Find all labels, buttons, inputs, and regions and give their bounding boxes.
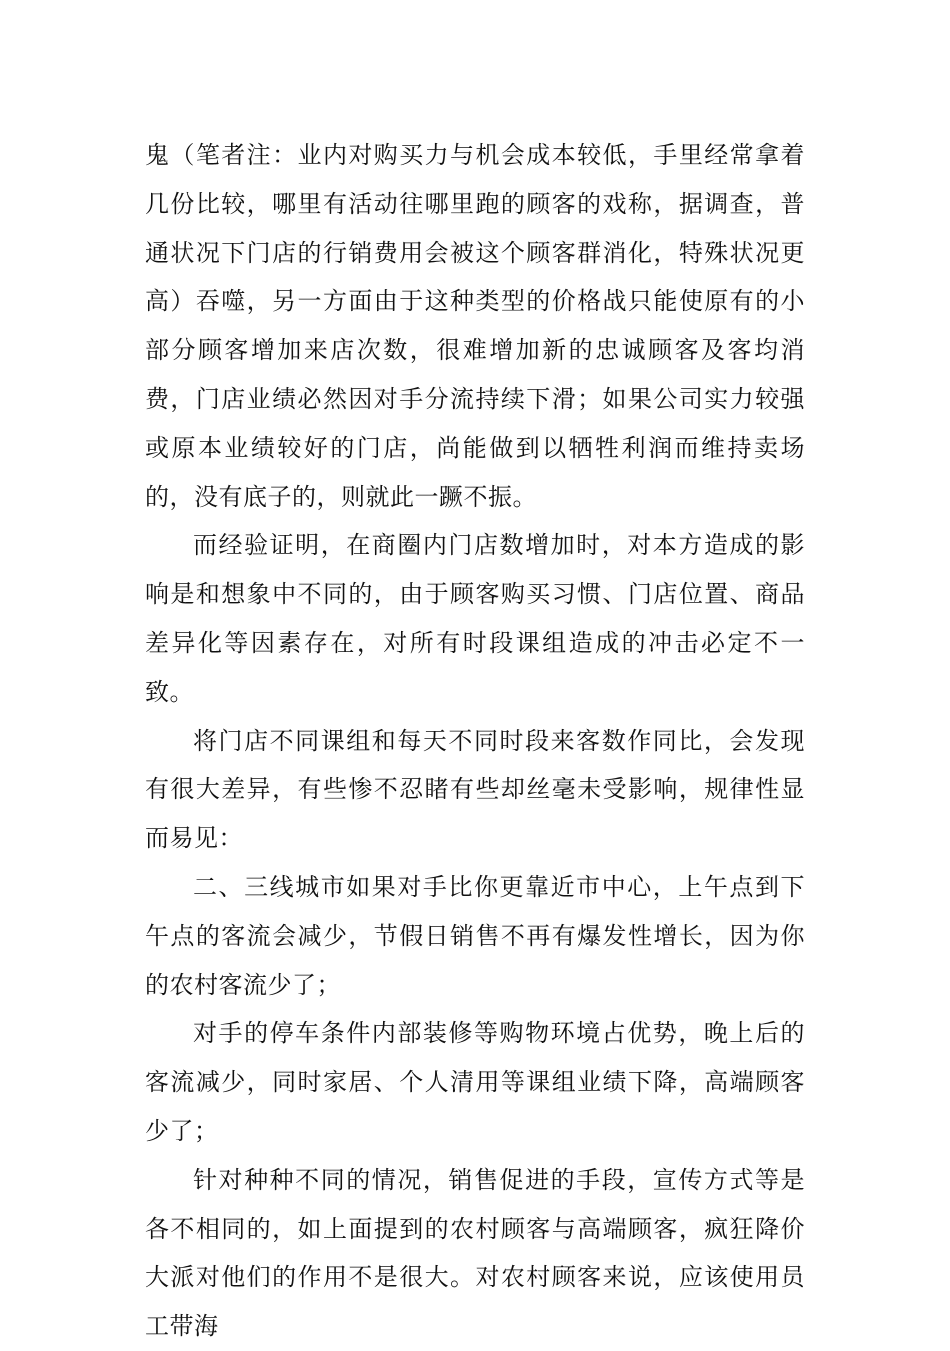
paragraph-rural-traffic: 二、三线城市如果对手比你更靠近市中心，上午点到下午点的客流会减少，节假日销售不再有爆发性增长，因为你的农村客流少了； (145, 872, 805, 999)
paragraph-continued: 鬼（笔者注：业内对购买力与机会成本较低，手里经常拿着几份比较，哪里有活动往哪里跑的顾客的戏称，据调查，普通状况下门店的行销费用会被这个顾客群消化，特殊状况更高）吞噬，另一方面由于这种类型的价格战只能使原有的小部分顾客增加来店次数，很难增加新的忠诚顾客及客均消费，门店业绩必然因对手分流持续下滑；如果公司实力较强或原本业绩较好的门店，尚能做到以牺牲利润而维持卖场的，没有底子的，则就此一蹶不振。 (145, 141, 805, 511)
paragraph-high-end: 对手的停车条件内部装修等购物环境占优势，晚上后的客流减少，同时家居、个人清用等课组业绩下降，高端顾客少了； (145, 1019, 805, 1145)
document-body (145, 131, 805, 1351)
paragraph-comparison: 将门店不同课组和每天不同时段来客数作同比，会发现有很大差异，有些惨不忍睹有些却丝毫未受影响，规律性显而易见： (145, 726, 805, 853)
paragraph-experience: 而经验证明，在商圈内门店数增加时，对本方造成的影响是和想象中不同的，由于顾客购买习惯、门店位置、商品差异化等因素存在，对所有时段课组造成的冲击必定不一致。 (145, 531, 805, 706)
paragraph-strategies: 针对种种不同的情况，销售促进的手段，宣传方式等是各不相同的，如上面提到的农村顾客与高端顾客，疯狂降价大派对他们的作用不是很大。对农村顾客来说，应该使用员工带海 (145, 1165, 805, 1341)
